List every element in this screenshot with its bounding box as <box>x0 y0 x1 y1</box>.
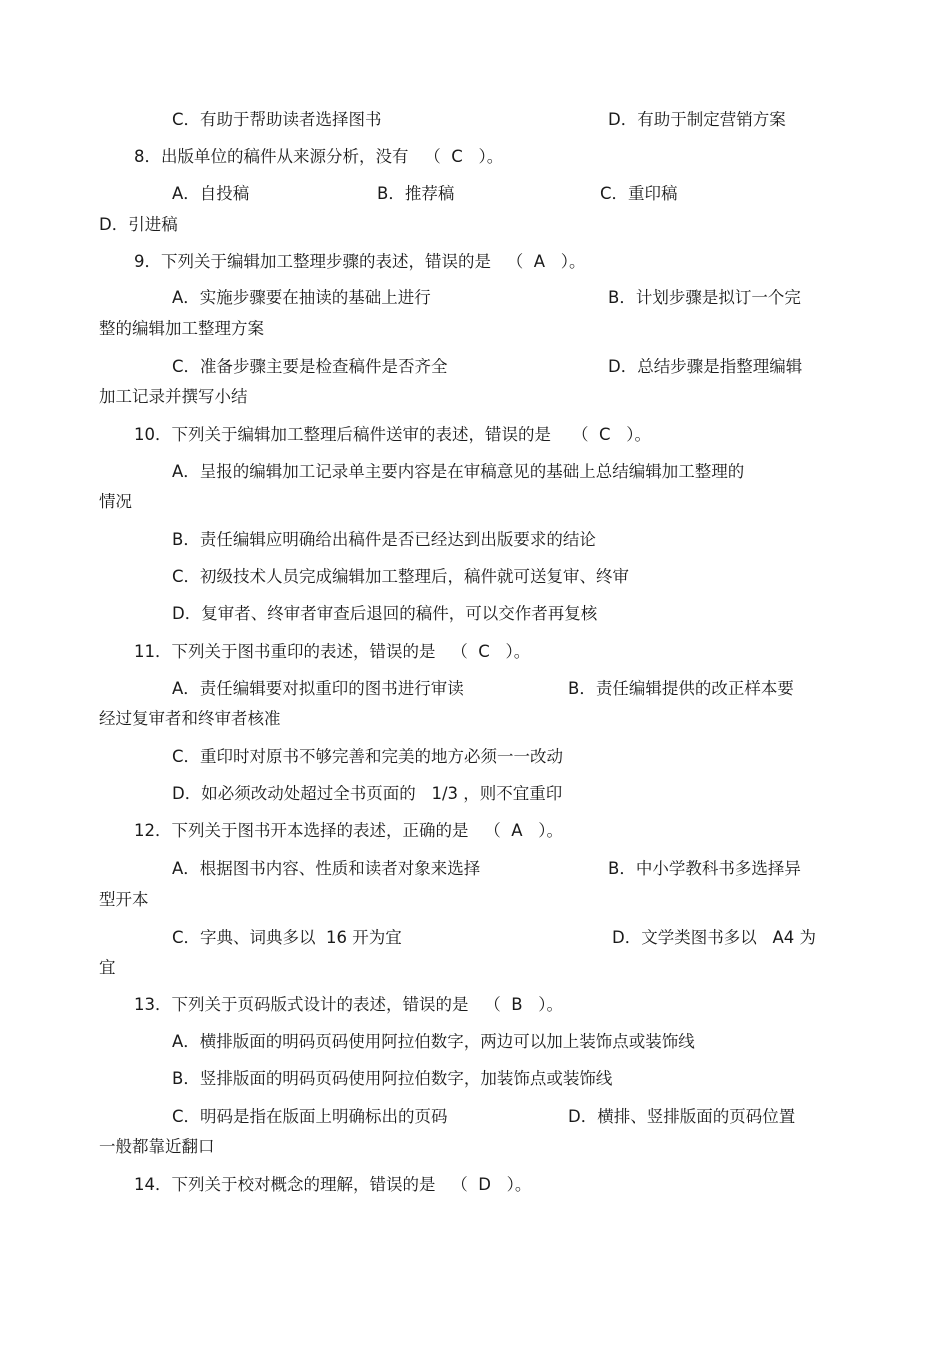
option-b-11: B．责任编辑提供的改正样本要 <box>568 679 794 698</box>
option-b-11-cont: 经过复审者和终审者核准 <box>99 709 281 728</box>
option-a-11: A．责任编辑要对拟重印的图书进行审读 <box>172 679 464 698</box>
question-10: 10．下列关于编辑加工整理后稿件送审的表述，错误的是 （ C ）。 <box>134 425 651 444</box>
option-d-10: D．复审者、终审者审查后退回的稿件，可以交作者再复核 <box>172 604 598 623</box>
option-c-12: C．字典、词典多以 16 开为宜 <box>172 928 402 947</box>
option-a-9: A．实施步骤要在抽读的基础上进行 <box>172 288 431 307</box>
option-c-10: C．初级技术人员完成编辑加工整理后，稿件就可送复审、终审 <box>172 567 630 586</box>
option-c-7: C．有助于帮助读者选择图书 <box>172 110 382 129</box>
option-a-10-cont: 情况 <box>99 492 132 511</box>
option-b-12-cont: 型开本 <box>99 890 149 909</box>
option-a-10: A．呈报的编辑加工记录单主要内容是在审稿意见的基础上总结编辑加工整理的 <box>172 462 745 481</box>
option-c-11: C．重印时对原书不够完善和完美的地方必须一一改动 <box>172 747 564 766</box>
option-b-8: B．推荐稿 <box>377 184 455 203</box>
option-b-9: B．计划步骤是拟订一个完 <box>608 288 801 307</box>
option-d-13-cont: 一般都靠近翻口 <box>99 1137 215 1156</box>
option-b-13: B．竖排版面的明码页码使用阿拉伯数字，加装饰点或装饰线 <box>172 1069 613 1088</box>
option-a-13: A．横排版面的明码页码使用阿拉伯数字，两边可以加上装饰点或装饰线 <box>172 1032 695 1051</box>
option-c-13: C．明码是指在版面上明确标出的页码 <box>172 1107 448 1126</box>
option-d-12: D．文学类图书多以 A4 为 <box>612 928 816 947</box>
option-c-9: C．准备步骤主要是检查稿件是否齐全 <box>172 357 448 376</box>
question-8: 8．出版单位的稿件从来源分析，没有 （ C ）。 <box>134 147 504 166</box>
option-b-10: B．责任编辑应明确给出稿件是否已经达到出版要求的结论 <box>172 530 596 549</box>
option-d-13: D．横排、竖排版面的页码位置 <box>568 1107 796 1126</box>
option-b-9-cont: 整的编辑加工整理方案 <box>99 319 264 338</box>
question-14: 14．下列关于校对概念的理解，错误的是 （ D ）。 <box>134 1175 532 1194</box>
option-a-12: A．根据图书内容、性质和读者对象来选择 <box>172 859 481 878</box>
option-c-8: C．重印稿 <box>600 184 678 203</box>
option-d-7: D．有助于制定营销方案 <box>608 110 786 129</box>
question-12: 12．下列关于图书开本选择的表述，正确的是 （ A ）。 <box>134 821 563 840</box>
question-13: 13．下列关于页码版式设计的表述，错误的是 （ B ）。 <box>134 995 564 1014</box>
option-b-12: B．中小学教科书多选择异 <box>608 859 801 878</box>
question-11: 11．下列关于图书重印的表述，错误的是 （ C ）。 <box>134 642 531 661</box>
option-d-12-cont: 宜 <box>99 958 116 977</box>
question-9: 9．下列关于编辑加工整理步骤的表述，错误的是 （ A ）。 <box>134 252 586 271</box>
option-d-8: D．引进稿 <box>99 215 178 234</box>
option-d-11: D．如必须改动处超过全书页面的 1/3 ，则不宜重印 <box>172 784 563 803</box>
option-d-9-cont: 加工记录并撰写小结 <box>99 387 248 406</box>
option-a-8: A．自投稿 <box>172 184 250 203</box>
option-d-9: D．总结步骤是指整理编辑 <box>608 357 803 376</box>
